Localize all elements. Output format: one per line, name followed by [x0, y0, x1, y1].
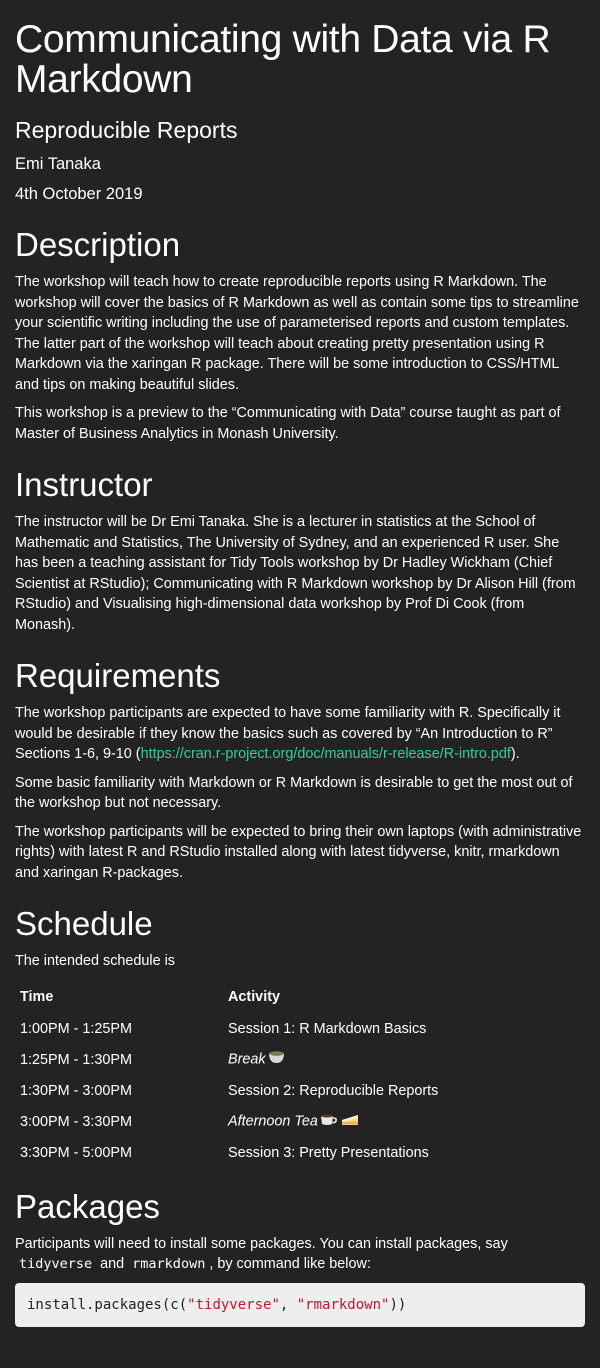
schedule-activity: Session 1: R Markdown Basics: [228, 1020, 427, 1037]
author: Emi Tanaka: [15, 155, 101, 173]
schedule-table: [15, 988, 443, 1174]
requirements-paragraph-2: Some basic familiarity with Markdown or R Markdown is desirable to get the most out of the workshop but not necessary.: [15, 774, 573, 811]
requirements-paragraph-3: The workshop participants will be expected to bring their own laptops (with administrative rights) with latest R and RStudio installed along with latest tidyverse, knitr, rmarkdown and xaringan R-packages.: [15, 823, 582, 881]
schedule-activity: Session 3: Pretty Presentations: [228, 1144, 429, 1161]
packages-intro-end: , by command like below:: [209, 1256, 371, 1272]
code-end: )): [389, 1296, 407, 1313]
schedule-time: 1:00PM - 1:25PM: [20, 1020, 132, 1037]
requirements-text-end: ).: [510, 746, 520, 762]
packages-and-text: and: [100, 1256, 125, 1272]
install-code-block[interactable]: [15, 1283, 585, 1327]
code-string-tidyverse: "tidyverse": [187, 1296, 280, 1313]
package-name-tidyverse: tidyverse: [19, 1256, 93, 1272]
code-string-rmarkdown: "rmarkdown": [296, 1296, 390, 1313]
table-row: [15, 1112, 443, 1143]
schedule-time: 3:30PM - 5:00PM: [20, 1144, 132, 1161]
package-name-rmarkdown: rmarkdown: [132, 1256, 206, 1272]
column-header-activity: Activity: [228, 989, 280, 1005]
column-header-time: Time: [20, 989, 54, 1005]
page-title: Communicating with Data via R Markdown: [15, 18, 551, 101]
description-paragraph-2: This workshop is a preview to the “Communicating with Data” course taught as part of Master of Business Analytics in Monash University.: [15, 405, 561, 442]
description-heading: Description: [15, 226, 181, 263]
code-function: install.packages(c(: [27, 1296, 188, 1313]
schedule-activity: Break: [228, 1051, 266, 1068]
schedule-time: 1:25PM - 1:30PM: [20, 1051, 132, 1068]
instructor-heading: Instructor: [15, 466, 153, 503]
schedule-heading: Schedule: [15, 905, 153, 942]
coffee-icon: [320, 1112, 338, 1131]
requirements-text: The workshop participants are expected to have some familiarity with R. Specifically it would be desirable if they know the basics such as covered by “An Introduction to R” Sections 1-6, 9-10 (: [15, 705, 561, 762]
schedule-activity: Afternoon Tea: [228, 1113, 318, 1130]
packages-intro: [15, 1234, 585, 1275]
page-subtitle: Reproducible Reports: [15, 117, 238, 143]
table-row: [15, 1081, 443, 1112]
description-paragraph-1: The workshop will teach how to create reproducible reports using R Markdown. The workshop will cover the basics of R Markdown as well as contain some tips to streamline your scientific writing including the use of parameterised reports and custom templates. The latter part of the workshop will teach about creating pretty presentation using R Markdown via the xaringan R package. There will be some introduction to CSS/HTML and tips on making beautiful slides.: [15, 274, 579, 393]
date: 4th October 2019: [15, 185, 143, 203]
table-row: [15, 1050, 443, 1081]
schedule-time: 3:00PM - 3:30PM: [20, 1113, 132, 1130]
table-row: [15, 1143, 443, 1174]
schedule-activity-cell: [223, 1050, 443, 1081]
cake-icon: [340, 1112, 360, 1131]
requirements-paragraph-1: [15, 703, 585, 765]
instructor-paragraph: The instructor will be Dr Emi Tanaka. She is a lecturer in statistics at the School of Mathematic and Statistics, The University of Sydney, and an experienced R user. She has been a teaching assistant for Tidy Tools workshop by Dr Hadley Wickham (Chief Scientist at RStudio); Communicating with R Markdown workshop by Dr Alison Hill (from RStudio) and Visualising high-dimensional data workshop by Prof Di Cook (from Monash).: [15, 514, 576, 633]
schedule-intro: The intended schedule is: [15, 953, 176, 969]
code-separator: ,: [279, 1296, 297, 1313]
table-row: [15, 1019, 443, 1050]
packages-intro-text: Participants will need to install some packages. You can install packages, say: [15, 1235, 508, 1252]
schedule-activity: Session 2: Reproducible Reports: [228, 1082, 439, 1099]
packages-heading: Packages: [15, 1187, 160, 1225]
requirements-heading: Requirements: [15, 657, 221, 694]
schedule-time: 1:30PM - 3:00PM: [20, 1082, 132, 1099]
schedule-activity-cell: [223, 1112, 443, 1143]
tea-cup-icon: [268, 1050, 285, 1069]
r-intro-link[interactable]: https://cran.r-project.org/doc/manuals/r-release/R-intro.pdf: [140, 746, 511, 762]
schedule-header-row: [15, 988, 443, 1019]
